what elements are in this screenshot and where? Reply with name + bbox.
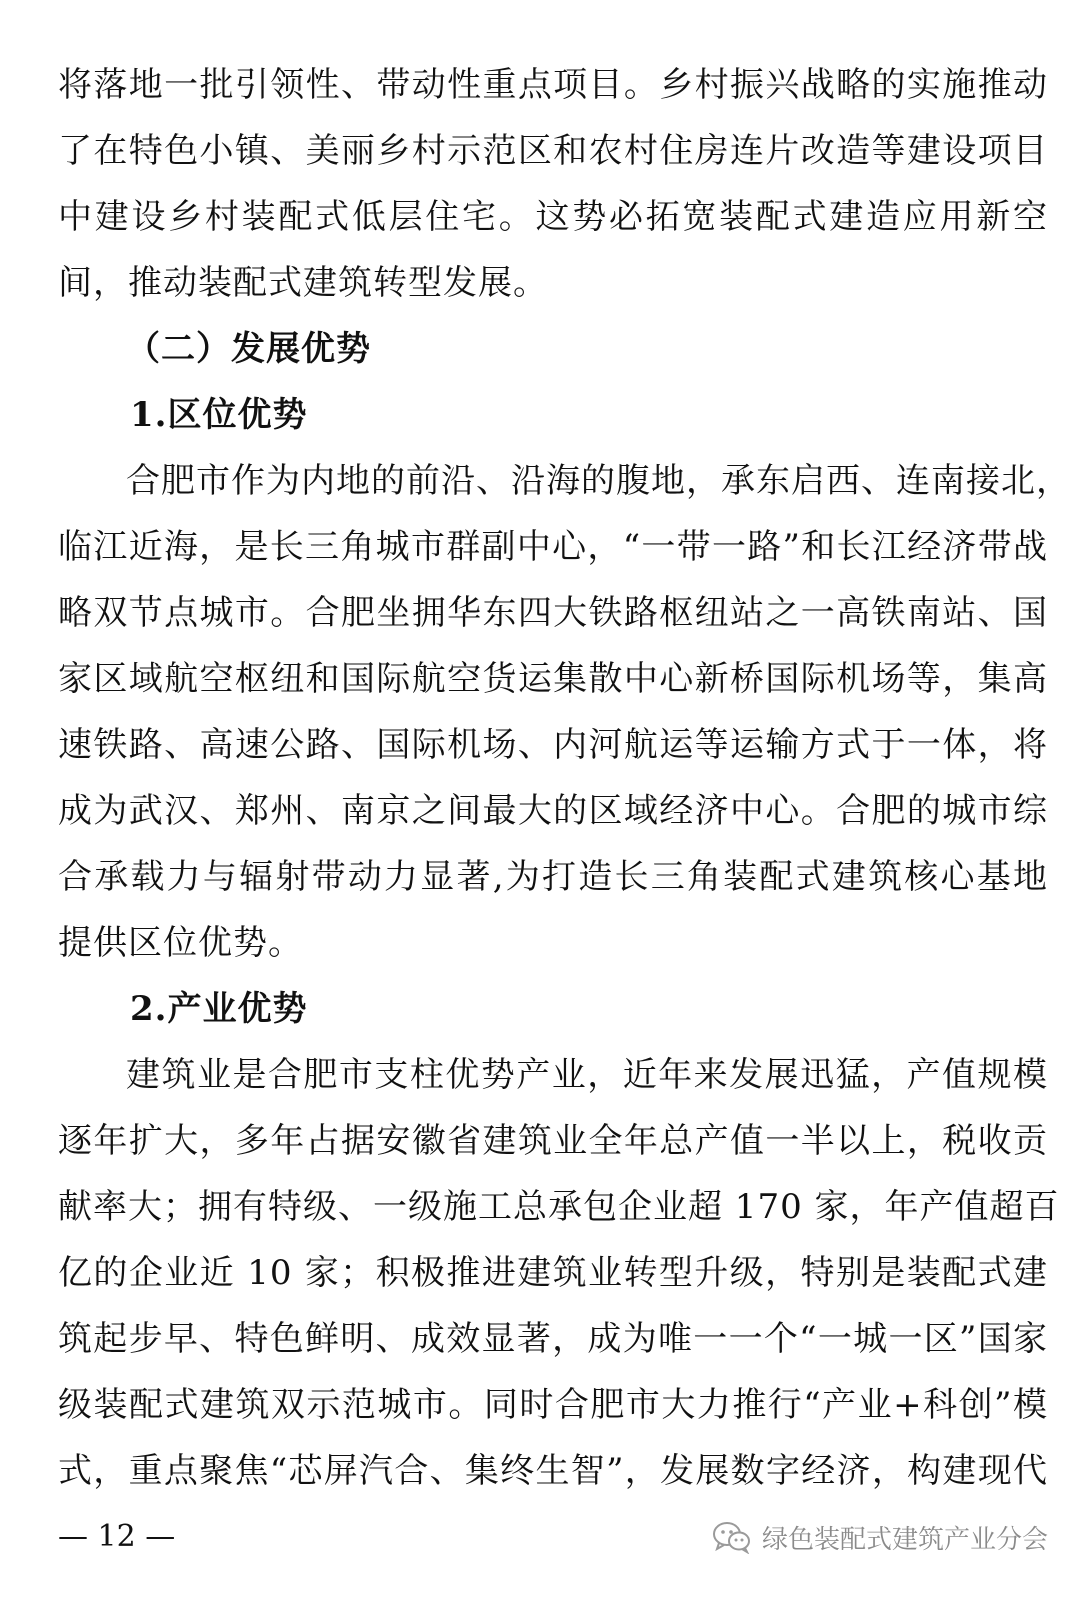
body-line: 将落地一批引领性、带动性重点项目。乡村振兴战略的实施推动 [58,65,1048,105]
body-line: 了在特色小镇、美丽乡村示范区和农村住房连片改造等建设项目 [58,131,1048,171]
body-line: 成为武汉、郑州、南京之间最大的区域经济中心。合肥的城市综 [58,791,1048,831]
body-line: 家区域航空枢纽和国际航空货运集散中心新桥国际机场等，集高 [58,659,1048,699]
body-line: 建筑业是合肥市支柱优势产业，近年来发展迅猛，产值规模 [126,1055,1048,1095]
body-line: 合肥市作为内地的前沿、沿海的腹地，承东启西、连南接北， [126,461,1071,501]
section-heading: （二）发展优势 [126,329,371,369]
body-line: 临江近海，是长三角城市群副中心，“一带一路”和长江经济带战 [58,527,1048,567]
watermark [712,1512,1048,1562]
body-line: 献率大；拥有特级、一级施工总承包企业超 170 家，年产值超百 [58,1187,1060,1227]
body-line: 略双节点城市。合肥坐拥华东四大铁路枢纽站之一高铁南站、国 [58,593,1048,633]
subsection-heading-location: 1.区位优势 [130,395,308,435]
wechat-icon [712,1520,752,1554]
document-body [58,52,1071,1504]
watermark-text: 绿色装配式建筑产业分会 [761,1524,1048,1555]
body-line: 级装配式建筑双示范城市。同时合肥市大力推行“产业+科创”模 [58,1385,1048,1425]
body-line: 筑起步早、特色鲜明、成效显著，成为唯一一个“一城一区”国家 [58,1319,1048,1359]
body-line: 逐年扩大，多年占据安徽省建筑业全年总产值一半以上，税收贡 [58,1121,1048,1161]
body-line: 间，推动装配式建筑转型发展。 [58,263,548,303]
body-line: 合承载力与辐射带动力显著,为打造长三角装配式建筑核心基地 [58,857,1048,897]
body-line: 提供区位优势。 [58,923,303,963]
subsection-heading-industry: 2.产业优势 [130,989,308,1029]
page-footer [58,1512,1048,1562]
body-line: 速铁路、高速公路、国际机场、内河航运等运输方式于一体，将 [58,725,1048,765]
body-line: 亿的企业近 10 家；积极推进建筑业转型升级，特别是装配式建 [58,1253,1048,1293]
page-number: — 12 — [58,1519,176,1554]
body-line: 中建设乡村装配式低层住宅。这势必拓宽装配式建造应用新空 [58,197,1048,237]
body-line: 式，重点聚焦“芯屏汽合、集终生智”，发展数字经济，构建现代 [58,1451,1048,1491]
